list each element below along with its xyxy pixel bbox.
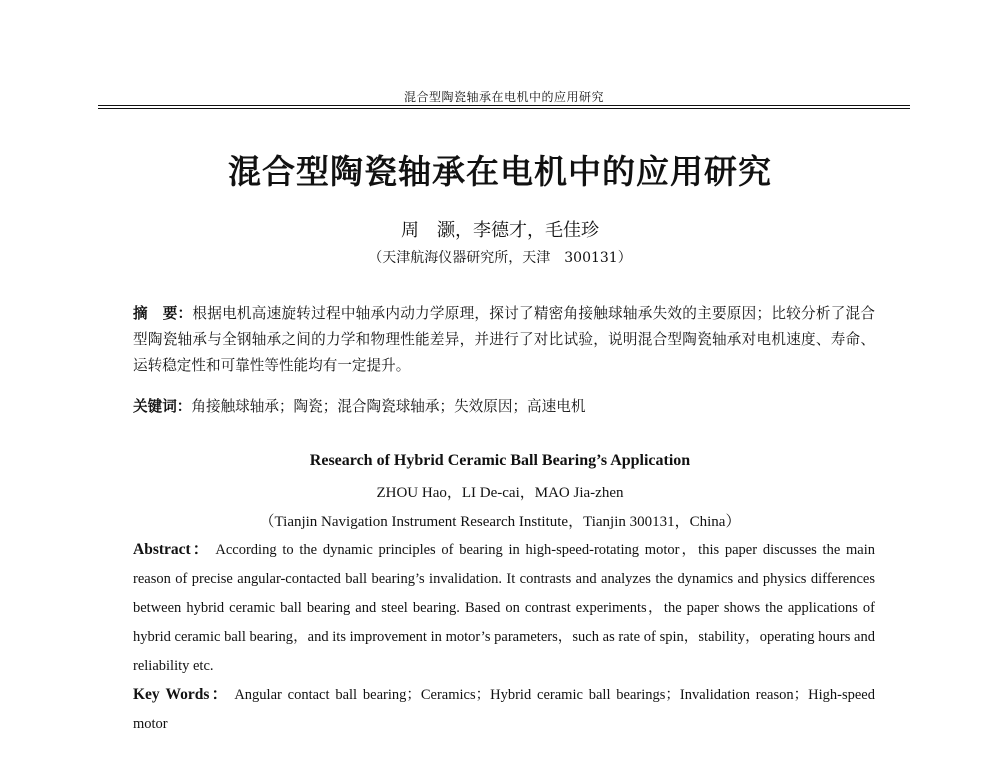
english-keywords (133, 680, 875, 739)
header-rule-thin (98, 108, 910, 109)
english-keywords-text: Angular contact ball bearing；Ceramics；Hybrid ceramic ball bearings；Invalidation reason；High-speed motor (133, 687, 875, 732)
english-abstract-text: According to the dynamic principles of bearing in high-speed-rotating motor，this paper discusses the main reason of precise angular-contacted ball bearing’s invalidation. It contrasts and analyzes the dynamics and physics differences between hybrid ceramic ball bearing and steel bearing. Based on contrast experiments，the paper shows the applications of hybrid ceramic ball bearing，and its improvement in motor’s parameters，such as rate of spin，stability，operating hours and reliability etc. (133, 542, 875, 674)
english-keywords-label: Key Words： (133, 686, 230, 703)
english-title: Research of Hybrid Ceramic Ball Bearing’s Application (309, 452, 691, 469)
header-rule (98, 105, 910, 106)
chinese-keywords (133, 394, 875, 420)
chinese-abstract-text: 根据电机高速旋转过程中轴承内动力学原理，探讨了精密角接触球轴承失效的主要原因；比较分析了混合型陶瓷轴承与全钢轴承之间的力学和物理性能差异，并进行了对比试验，说明混合型陶瓷轴承对电机速度、寿命、运转稳定性和可靠性等性能均有一定提升。 (133, 305, 875, 374)
chinese-keywords-text: 角接触球轴承；陶瓷；混合陶瓷球轴承；失效原因；高速电机 (191, 398, 586, 415)
english-abstract (133, 535, 875, 681)
chinese-title: 混合型陶瓷轴承在电机中的应用研究 (228, 152, 772, 191)
chinese-abstract (133, 301, 875, 379)
english-authors: ZHOU Hao，LI De-cai，MAO Jia-zhen (376, 485, 624, 501)
running-head: 混合型陶瓷轴承在电机中的应用研究 (403, 90, 604, 104)
chinese-affiliation: （天津航海仪器研究所，天津 300131） (368, 250, 632, 266)
chinese-authors: 周 灏，李德才，毛佳珍 (401, 220, 599, 241)
english-abstract-label: Abstract： (133, 541, 211, 558)
english-affiliation: （Tianjin Navigation Instrument Research Institute，Tianjin 300131，China） (259, 514, 741, 530)
chinese-keywords-label: 关键词： (133, 398, 192, 415)
chinese-abstract-label: 摘 要： (133, 305, 193, 322)
